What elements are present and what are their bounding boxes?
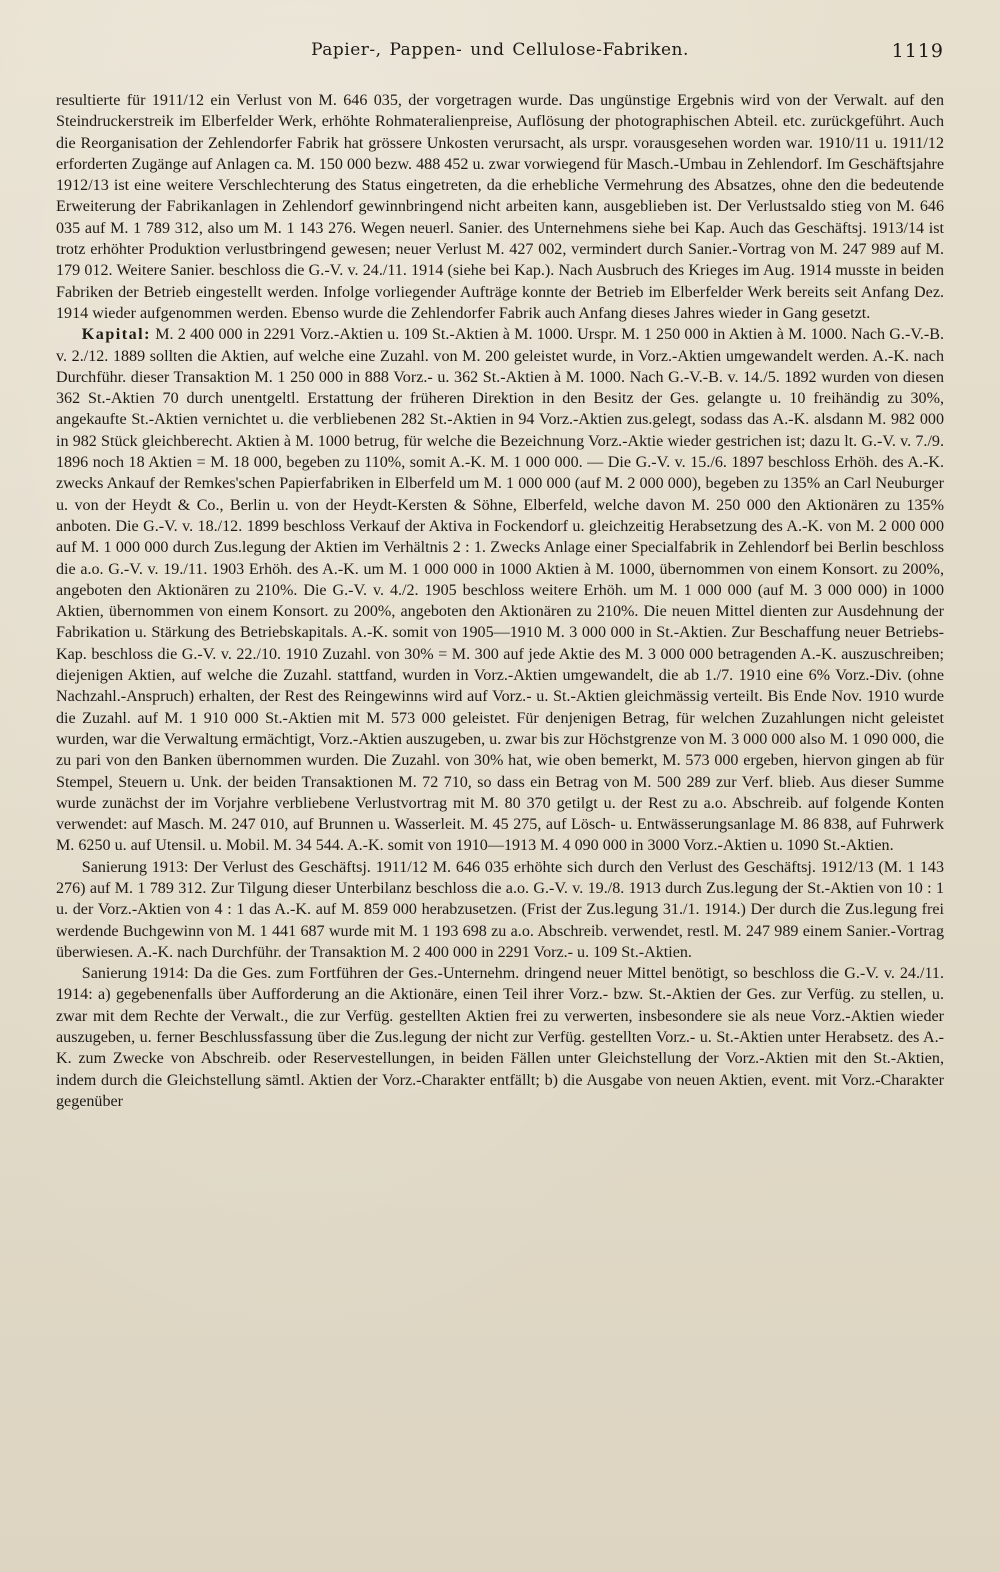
paragraph-kapital — [56, 324, 944, 856]
running-title: Papier-, Pappen- und Cellulose-Fabriken. — [311, 40, 689, 60]
paragraph-sanierung-1913 — [56, 857, 944, 963]
page-number: 1119 — [891, 40, 944, 62]
paragraph-result — [56, 90, 944, 324]
paragraph-text: Sanierung 1913: Der Verlust des Geschäftsj. 1911/12 M. 646 035 erhöhte sich durch den Verlust des Geschäftsj. 1912/13 (M. 1 143 276) auf M. 1 789 312. Zur Tilgung dieser Unterbilanz beschloss die a.o. G.-V. v. 19./8. 1913 durch Zus.legung der St.-Aktien von 10 : 1 u. der Vorz.-Aktien von 4 : 1 das A.-K. auf M. 859 000 herabzusetzen. (Frist der Zus.legung 31./1. 1914.) Der durch die Zus.legung frei werdende Buchgewinn von M. 1 441 687 wurde mit M. 1 193 698 zu a.o. Abschreib. verwendet, restl. M. 247 989 einem Sanier.-Vortrag überwiesen. A.-K. nach Durchführ. der Transaktion M. 2 400 000 in 2291 Vorz.- u. 109 St.-Aktien. — [56, 858, 944, 961]
paragraph-text: resultierte für 1911/12 ein Verlust von M. 646 035, der vorgetragen wurde. Das ungünstige Ergebnis wird von der Verwalt. auf den Steindruckerstreik im Elberfelder Werk, erhöhte Rohmateralienpreise, Auflösung der photographischen Abteil. etc. zurückgeführt. Auch die Reorganisation der Zehlendorfer Fabrik hat grössere Unkosten verursacht, als urspr. vorausgesehen worden war. 1910/11 u. 1911/12 erforderten Zugänge auf Anlagen ca. M. 150 000 bezw. 488 452 u. zwar vorwiegend für Masch.-Umbau in Zehlendorf. Im Geschäftsjahre 1912/13 ist eine weitere Verschlechterung des Status eingetreten, da die erhebliche Vermehrung des Absatzes, ohne den die bedeutende Erweiterung der Fabrikanlagen in Zehlendorf gewinnbringend nicht arbeiten kann, ausgeblieben ist. Der Verlustsaldo stieg von M. 646 035 auf M. 1 789 312, also um M. 1 143 276. Wegen neuerl. Sanier. des Unternehmens siehe bei Kap. Auch das Geschäftsj. 1913/14 ist trotz erhöhter Produktion verlustbringend gewesen; neuer Verlust M. 427 002, vermindert durch Sanier.-Vortrag von M. 247 989 auf M. 179 012. Weitere Sanier. beschloss die G.-V. v. 24./11. 1914 (siehe bei Kap.). Nach Ausbruch des Krieges im Aug. 1914 musste in beiden Fabriken der Betrieb eingestellt werden. Infolge vorliegender Aufträge konnte der Betrieb im Elberfelder Werk bereits seit Anfang Dez. 1914 wieder aufgenommen werden. Ebenso wurde die Zehlendorfer Fabrik auch Anfang dieses Jahres wieder in Gang gesetzt. — [56, 92, 944, 322]
paragraph-sanierung-1914 — [56, 963, 944, 1112]
body-text — [56, 90, 944, 1112]
page-header — [56, 40, 944, 74]
section-lead-kapital: Kapital: — [81, 326, 151, 344]
paragraph-text: Sanierung 1914: Da die Ges. zum Fortführen der Ges.-Unternehm. dringend neuer Mittel benötigt, so beschloss die G.-V. v. 24./11. 1914: a) gegebenenfalls über Aufforderung an die Aktionäre, einen Teil ihrer Vorz.- bzw. St.-Aktien der Ges. zur Verfüg. zu stellen, u. zwar mit dem Rechte der Verwalt., die zur Verfüg. gestellten Aktien frei zu verwerten, insbesondere sie als neue Vorz.-Aktien wieder auszugeben, u. ferner Beschlussfassung über die Zus.legung der nicht zur Verfüg. gestellten Vorz.- u. St.-Aktien unter Herabsetz. des A.-K. zum Zwecke von Abschreib. oder Reservestellungen, in beiden Fällen unter Gleichstellung der Vorz.-Aktien mit den St.-Aktien, indem durch die Gleichstellung sämtl. Aktien der Vorz.-Charakter entfällt; b) die Ausgabe von neuen Aktien, event. mit Vorz.-Charakter gegenüber — [56, 965, 944, 1110]
paragraph-text: M. 2 400 000 in 2291 Vorz.-Aktien u. 109 St.-Aktien à M. 1000. Urspr. M. 1 250 000 in Aktien à M. 1000. Nach G.-V.-B. v. 2./12. 1889 sollten die Aktien, auf welche eine Zuzahl. von M. 200 geleistet wurde, in Vorz.-Aktien umgewandelt werden. A.-K. nach Durchführ. dieser Transaktion M. 1 250 000 in 888 Vorz.- u. 362 St.-Aktien à M. 1000. Nach G.-V.-B. v. 14./5. 1892 wurden von diesen 362 St.-Aktien 70 durch unentgeltl. Erstattung der früheren Direktion in den Besitz der Ges. gelangte u. 10 freihändig zu 30%, angekaufte St.-Aktien vernichtet u. die verbliebenen 282 St.-Aktien in 94 Vorz.-Aktien zus.gelegt, sodass das A.-K. alsdann M. 982 000 in 982 Stück gleichberecht. Aktien à M. 1000 betrug, für welche die Bezeichnung Vorz.-Aktie wieder gestrichen ist; dazu lt. G.-V. v. 7./9. 1896 noch 18 Aktien = M. 18 000, begeben zu 110%, somit A.-K. M. 1 000 000. — Die G.-V. v. 15./6. 1897 beschloss Erhöh. des A.-K. zwecks Ankauf der Remkes'schen Papierfabriken in Elberfeld um M. 1 000 000 (auf M. 2 000 000), begeben zu 135% an Carl Neuburger u. von der Heydt & Co., Berlin u. von der Heydt-Kersten & Söhne, Elberfeld, welche davon M. 250 000 den Aktionären zu 135% anboten. Die G.-V. v. 18./12. 1899 beschloss Verkauf der Aktiva in Fockendorf u. gleichzeitig Herabsetzung des A.-K. von M. 2 000 000 auf M. 1 000 000 durch Zus.legung der Aktien im Verhältnis 2 : 1. Zwecks Anlage einer Specialfabrik in Zehlendorf bei Berlin beschloss die a.o. G.-V. v. 19./11. 1903 Erhöh. des A.-K. um M. 1 000 000 in 1000 Aktien à M. 1000, übernommen von einem Konsort. zu 200%, angeboten den Aktionären zu 210%. Die G.-V. v. 4./2. 1905 beschloss weitere Erhöh. um M. 1 000 000 (auf M. 3 000 000) in 1000 Aktien, übernommen von einem Konsort. zu 200%, angeboten den Aktionären zu 210%. Die neuen Mittel dienten zur Ausdehnung der Fabrikation u. Stärkung des Betriebskapitals. A.-K. somit von 1905—1910 M. 3 000 000 in St.-Aktien. Zur Beschaffung neuer Betriebs-Kap. beschloss die G.-V. v. 22./10. 1910 Zuzahl. von 30% = M. 300 auf jede Aktie des M. 3 000 000 betragenden A.-K. auszuschreiben; diejenigen Aktien, auf welche die Zuzahl. stattfand, wurden in Vorz.-Aktien umgewandelt, die ab 1./7. 1910 eine 6% Vorz.-Div. (ohne Nachzahl.-Anspruch) erhalten, der Rest des Reingewinns wird auf Vorz.- u. St.-Aktien gleichmässig verteilt. Bis Ende Nov. 1910 wurde die Zuzahl. auf M. 1 910 000 St.-Aktien mit M. 573 000 geleistet. Für denjenigen Betrag, für welchen Zuzahlungen nicht geleistet wurden, war die Verwaltung ermächtigt, Vorz.-Aktien auszugeben, u. zwar bis zur Höchstgrenze von M. 3 000 000 also M. 1 090 000, die zu pari von den Banken übernommen wurden. Die Zuzahl. von 30% hat, wie oben bemerkt, M. 573 000 ergeben, hiervon gingen ab für Stempel, Steuern u. Unk. der beiden Transaktionen M. 72 710, so dass ein Betrag von M. 500 289 zur Verf. blieb. Aus dieser Summe wurde zunächst der im Vorjahre verbliebene Verlustvortrag mit M. 80 370 getilgt u. der Rest zu a.o. Abschreib. auf folgende Konten verwendet: auf Masch. M. 247 010, auf Brunnen u. Wasserleit. M. 45 275, auf Lösch- u. Entwässerungsanlage M. 86 838, auf Fuhrwerk M. 6250 u. auf Utensil. u. Mobil. M. 34 544. A.-K. somit von 1910—1913 M. 4 090 000 in 3000 Vorz.-Aktien u. 1090 St.-Aktien. — [56, 326, 945, 855]
